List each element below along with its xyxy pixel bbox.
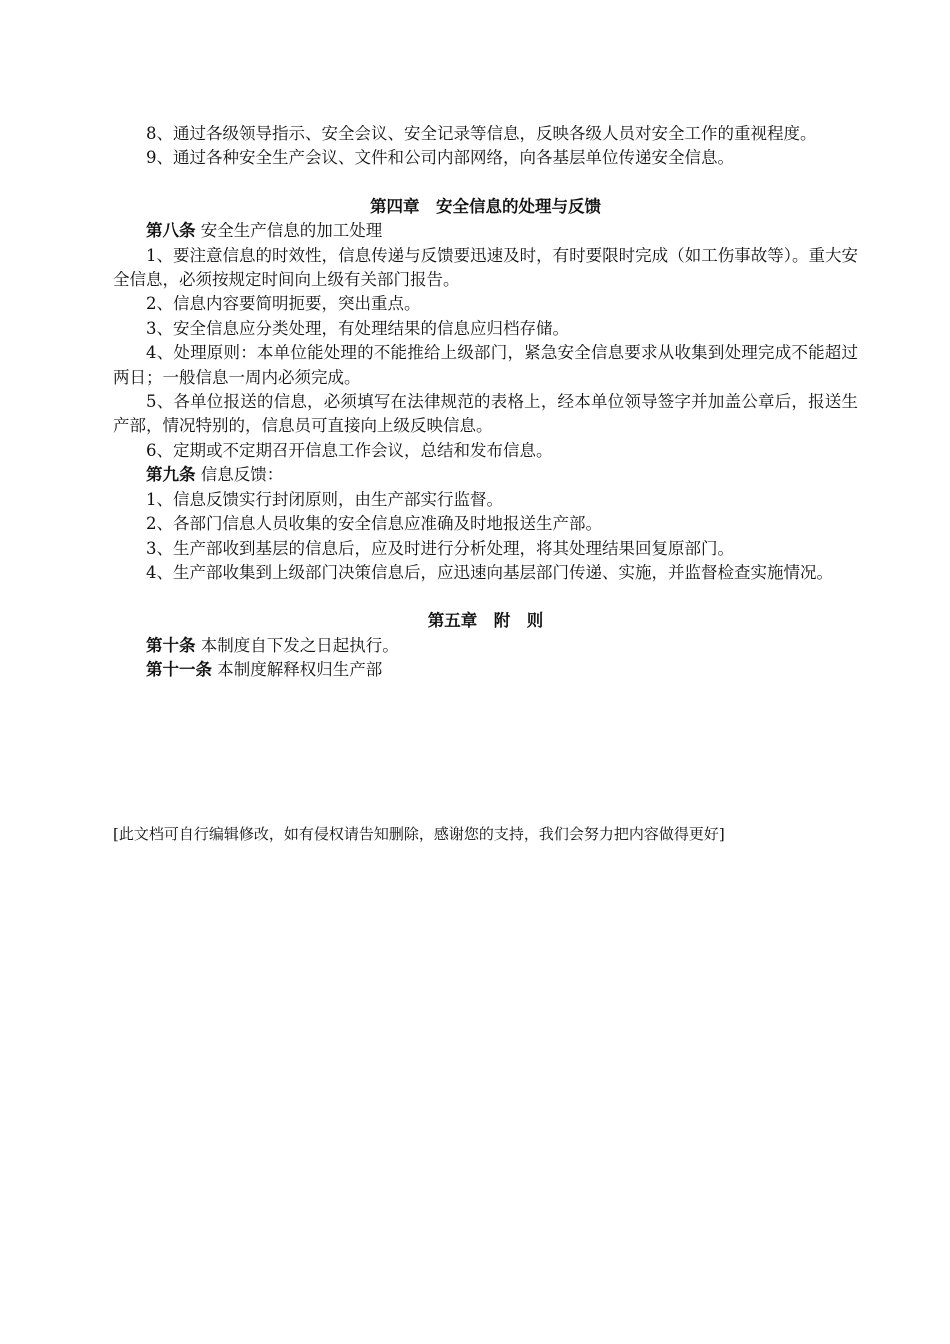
document-body — [113, 122, 858, 683]
article-8-text: 安全生产信息的加工处理 — [195, 221, 383, 241]
article-8 — [113, 219, 858, 243]
list-item: 2、各部门信息人员收集的安全信息应准确及时地报送生产部。 — [146, 514, 602, 534]
list-item: 4、生产部收集到上级部门决策信息后，应迅速向基层部门传递、实施，并监督检查实施情况。 — [146, 562, 833, 582]
list-item: 3、生产部收到基层的信息后，应及时进行分析处理，将其处理结果回复原部门。 — [146, 538, 734, 558]
article-11 — [113, 658, 858, 682]
document-footnote: [此文档可自行编辑修改，如有侵权请告知删除，感谢您的支持，我们会努力把内容做得更好] — [113, 825, 725, 843]
list-item: 8、通过各级领导指示、安全会议、安全记录等信息，反映各级人员对安全工作的重视程度。 — [146, 124, 817, 143]
list-item: 5、各单位报送的信息，必须填写在法律规范的表格上，经本单位领导签字并加盖公章后，报送生产部，情况特别的，信息员可直接向上级反映信息。 — [113, 392, 858, 436]
article-9 — [113, 463, 858, 487]
list-item: 1、要注意信息的时效性，信息传递与反馈要迅速及时，有时要限时完成（如工伤事故等）。重大安全信息，必须按规定时间向上级有关部门报告。 — [113, 245, 858, 290]
article-9-label: 第九条 — [146, 465, 196, 485]
chapter-5-title: 第五章 附 则 — [427, 611, 544, 631]
list-item: 2、信息内容要简明扼要，突出重点。 — [146, 294, 421, 314]
list-item: 6、定期或不定期召开信息工作会议，总结和发布信息。 — [146, 440, 553, 460]
article-11-text: 本制度解释权归生产部 — [212, 660, 383, 680]
article-10-label: 第十条 — [146, 635, 196, 655]
chapter-4-title: 第四章 安全信息的处理与反馈 — [370, 196, 601, 216]
list-item: 3、安全信息应分类处理，有处理结果的信息应归档存储。 — [146, 318, 569, 338]
list-item: 4、处理原则：本单位能处理的不能推给上级部门，紧急安全信息要求从收集到处理完成不能超过两日；一般信息一周内必须完成。 — [113, 343, 858, 387]
article-8-label: 第八条 — [146, 221, 196, 241]
list-item: 1、信息反馈实行封闭原则，由生产部实行监督。 — [146, 489, 503, 509]
article-10 — [113, 634, 858, 658]
article-9-text: 信息反馈： — [195, 465, 284, 485]
list-item: 9、通过各种安全生产会议、文件和公司内部网络，向各基层单位传递安全信息。 — [146, 148, 734, 168]
article-10-text: 本制度自下发之日起执行。 — [195, 635, 399, 655]
article-11-label: 第十一条 — [146, 660, 212, 680]
